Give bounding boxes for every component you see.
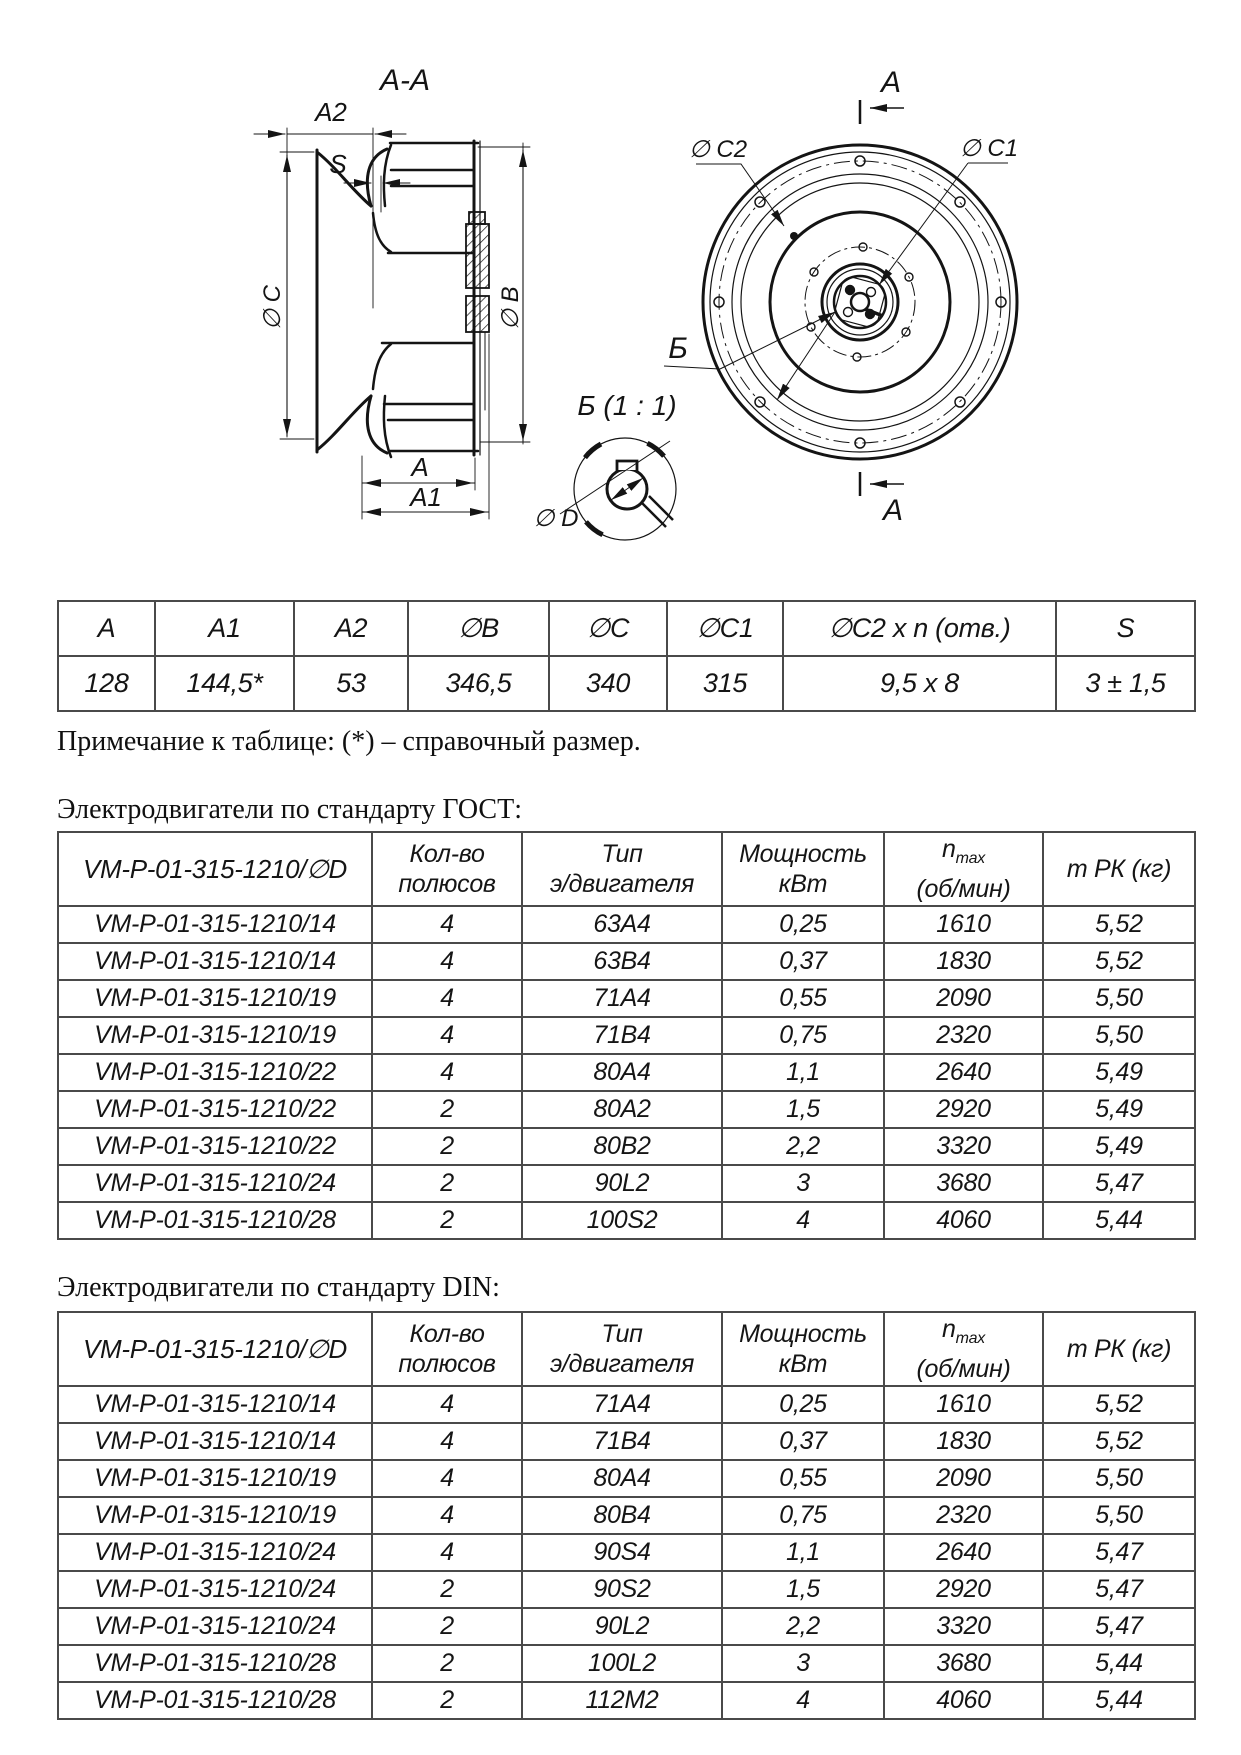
table-cell: 5,44 <box>1043 1202 1195 1239</box>
table-cell: 5,44 <box>1043 1645 1195 1682</box>
table-cell: 90S2 <box>522 1571 722 1608</box>
table-cell: 4 <box>372 1054 522 1091</box>
table-row <box>58 1128 1195 1165</box>
table-row <box>58 1571 1195 1608</box>
table-cell: 5,49 <box>1043 1128 1195 1165</box>
din-header-row <box>58 1312 1195 1386</box>
col-header-mass: m РК (кг) <box>1043 832 1195 906</box>
table-cell: 1610 <box>884 906 1043 943</box>
col-header-power <box>722 832 884 906</box>
nmax-subscript: max <box>955 850 985 867</box>
table-note: Примечание к таблице: (*) – справочный размер. <box>57 726 641 757</box>
table-cell: 1,5 <box>722 1571 884 1608</box>
col-header-poles <box>372 1312 522 1386</box>
dim-header-cell: ∅C1 <box>667 601 783 656</box>
table-cell: 4 <box>372 943 522 980</box>
table-cell: 90S4 <box>522 1534 722 1571</box>
table-cell: 2320 <box>884 1497 1043 1534</box>
table-cell: VM-P-01-315-1210/14 <box>58 1386 372 1423</box>
dimensions-table <box>57 600 1196 712</box>
col-header-power-line2: кВт <box>778 1350 828 1378</box>
gost-motor-table <box>57 831 1196 1240</box>
table-cell: 0,55 <box>722 1460 884 1497</box>
table-cell: 5,52 <box>1043 1386 1195 1423</box>
table-cell: 2 <box>372 1645 522 1682</box>
table-cell: 4 <box>372 1534 522 1571</box>
table-cell: 0,55 <box>722 980 884 1017</box>
table-cell: 1,1 <box>722 1054 884 1091</box>
table-cell: 100L2 <box>522 1645 722 1682</box>
table-cell: 2320 <box>884 1017 1043 1054</box>
table-cell: 80A4 <box>522 1460 722 1497</box>
table-cell: VM-P-01-315-1210/14 <box>58 943 372 980</box>
din-table-body <box>58 1386 1195 1719</box>
table-row <box>58 906 1195 943</box>
table-cell: 2920 <box>884 1091 1043 1128</box>
section-view-a-a <box>254 128 530 519</box>
col-header-power <box>722 1312 884 1386</box>
technical-drawing <box>0 0 1241 570</box>
nmax-symbol: n <box>942 835 956 863</box>
col-header-type <box>522 832 722 906</box>
nmax-symbol: n <box>942 1315 956 1343</box>
dim-label-c1: ∅ C1 <box>959 135 1019 162</box>
table-cell: 4 <box>722 1682 884 1719</box>
col-header-nmax <box>884 832 1043 906</box>
table-cell: 5,50 <box>1043 980 1195 1017</box>
table-cell: 2920 <box>884 1571 1043 1608</box>
table-row <box>58 1091 1195 1128</box>
table-cell: 1830 <box>884 1423 1043 1460</box>
col-header-power-line1: Мощность <box>739 1320 867 1348</box>
col-header-power-line1: Мощность <box>739 840 867 868</box>
table-cell: 5,52 <box>1043 1423 1195 1460</box>
col-header-model: VM-P-01-315-1210/∅D <box>58 1312 372 1386</box>
table-cell: 4 <box>372 1423 522 1460</box>
dim-header-cell: ∅C2 x n (отв.) <box>783 601 1056 656</box>
dim-value-cell: 144,5* <box>155 656 294 711</box>
dim-label-d: ∅ D <box>533 505 579 532</box>
table-cell: 63A4 <box>522 906 722 943</box>
table-cell: VM-P-01-315-1210/28 <box>58 1202 372 1239</box>
col-header-type-line2: э/двигателя <box>549 870 694 898</box>
table-cell: 4 <box>372 1386 522 1423</box>
table-cell: 80A4 <box>522 1054 722 1091</box>
table-cell: 3 <box>722 1165 884 1202</box>
table-cell: 2640 <box>884 1054 1043 1091</box>
table-row <box>58 1165 1195 1202</box>
table-cell: 2 <box>372 1202 522 1239</box>
dim-value-cell: 315 <box>667 656 783 711</box>
table-cell: 5,50 <box>1043 1497 1195 1534</box>
table-cell: VM-P-01-315-1210/19 <box>58 1460 372 1497</box>
table-cell: 2640 <box>884 1534 1043 1571</box>
dim-header-cell: A1 <box>155 601 294 656</box>
table-cell: VM-P-01-315-1210/24 <box>58 1608 372 1645</box>
table-cell: 4 <box>372 1497 522 1534</box>
table-cell: 3320 <box>884 1128 1043 1165</box>
table-cell: 90L2 <box>522 1608 722 1645</box>
table-row <box>58 1054 1195 1091</box>
dim-value-cell: 346,5 <box>408 656 549 711</box>
dim-value-cell: 340 <box>549 656 667 711</box>
table-cell: 2 <box>372 1091 522 1128</box>
col-header-poles <box>372 832 522 906</box>
table-row <box>58 1423 1195 1460</box>
table-cell: 2 <box>372 1571 522 1608</box>
table-cell: 5,44 <box>1043 1682 1195 1719</box>
nmax-unit: (об/мин) <box>916 1355 1011 1383</box>
table-cell: VM-P-01-315-1210/19 <box>58 1017 372 1054</box>
section-arrow-label-bottom: A <box>882 494 904 527</box>
table-row <box>58 1497 1195 1534</box>
table-cell: 1,1 <box>722 1534 884 1571</box>
table-cell: 4060 <box>884 1682 1043 1719</box>
dim-label-a2: A2 <box>315 97 347 127</box>
table-cell: 3 <box>722 1645 884 1682</box>
table-cell: 3320 <box>884 1608 1043 1645</box>
dim-label-s: S <box>329 149 347 179</box>
table-row <box>58 1460 1195 1497</box>
table-cell: 4 <box>372 980 522 1017</box>
dim-label-c: ∅ C <box>259 285 286 330</box>
table-cell: 5,52 <box>1043 906 1195 943</box>
dimensions-header-row <box>58 601 1195 656</box>
dim-header-cell: ∅C <box>549 601 667 656</box>
col-header-poles-line1: Кол-во <box>409 840 485 868</box>
table-cell: 4 <box>372 906 522 943</box>
table-cell: 112M2 <box>522 1682 722 1719</box>
dim-header-cell: A <box>58 601 155 656</box>
table-cell: 4 <box>372 1017 522 1054</box>
col-header-type-line2: э/двигателя <box>549 1350 694 1378</box>
table-cell: 4 <box>722 1202 884 1239</box>
table-cell: 1610 <box>884 1386 1043 1423</box>
col-header-type-line1: Тип <box>601 840 643 868</box>
col-header-poles-line1: Кол-во <box>409 1320 485 1348</box>
table-cell: 2090 <box>884 1460 1043 1497</box>
table-cell: VM-P-01-315-1210/24 <box>58 1534 372 1571</box>
table-cell: 100S2 <box>522 1202 722 1239</box>
table-cell: VM-P-01-315-1210/19 <box>58 1497 372 1534</box>
table-cell: 0,37 <box>722 1423 884 1460</box>
table-cell: 5,49 <box>1043 1054 1195 1091</box>
section-arrow-label-top: A <box>880 66 902 99</box>
dim-label-a1: A1 <box>410 482 442 512</box>
col-header-type-line1: Тип <box>601 1320 643 1348</box>
nmax-unit: (об/мин) <box>916 875 1011 903</box>
table-cell: 2,2 <box>722 1608 884 1645</box>
table-cell: VM-P-01-315-1210/14 <box>58 1423 372 1460</box>
table-cell: VM-P-01-315-1210/19 <box>58 980 372 1017</box>
col-header-power-line2: кВт <box>778 870 828 898</box>
table-row <box>58 943 1195 980</box>
table-row <box>58 1682 1195 1719</box>
table-cell: 80A2 <box>522 1091 722 1128</box>
din-section-title: Электродвигатели по стандарту DIN: <box>57 1272 500 1303</box>
dim-value-cell: 53 <box>294 656 408 711</box>
table-cell: 90L2 <box>522 1165 722 1202</box>
col-header-poles-line2: полюсов <box>398 1350 496 1378</box>
dim-label-c2: ∅ C2 <box>688 136 748 163</box>
table-cell: 5,50 <box>1043 1017 1195 1054</box>
dimensions-value-row <box>58 656 1195 711</box>
table-cell: VM-P-01-315-1210/28 <box>58 1682 372 1719</box>
table-cell: 5,47 <box>1043 1571 1195 1608</box>
table-cell: 0,25 <box>722 906 884 943</box>
gost-table-body <box>58 906 1195 1239</box>
table-row <box>58 1386 1195 1423</box>
dim-label-a: A <box>411 452 429 482</box>
table-cell: 0,75 <box>722 1497 884 1534</box>
col-header-poles-line2: полюсов <box>398 870 496 898</box>
table-row <box>58 1534 1195 1571</box>
table-cell: 5,52 <box>1043 943 1195 980</box>
table-cell: 71B4 <box>522 1017 722 1054</box>
table-cell: 2 <box>372 1128 522 1165</box>
col-header-nmax <box>884 1312 1043 1386</box>
gost-section-title: Электродвигатели по стандарту ГОСТ: <box>57 794 522 825</box>
table-cell: VM-P-01-315-1210/28 <box>58 1645 372 1682</box>
col-header-mass: m РК (кг) <box>1043 1312 1195 1386</box>
table-cell: 1830 <box>884 943 1043 980</box>
table-cell: 5,50 <box>1043 1460 1195 1497</box>
dim-header-cell: ∅B <box>408 601 549 656</box>
detail-marker-label: Б <box>668 332 688 365</box>
dim-value-cell: 3 ± 1,5 <box>1056 656 1195 711</box>
table-cell: 71A4 <box>522 1386 722 1423</box>
outer-bolt-holes <box>714 156 1006 448</box>
dim-value-cell: 9,5 x 8 <box>783 656 1056 711</box>
table-cell: VM-P-01-315-1210/14 <box>58 906 372 943</box>
dim-value-cell: 128 <box>58 656 155 711</box>
table-cell: 2 <box>372 1165 522 1202</box>
table-cell: 0,75 <box>722 1017 884 1054</box>
table-cell: VM-P-01-315-1210/24 <box>58 1165 372 1202</box>
table-cell: 80B4 <box>522 1497 722 1534</box>
table-cell: 3680 <box>884 1645 1043 1682</box>
table-cell: 0,25 <box>722 1386 884 1423</box>
table-cell: 1,5 <box>722 1091 884 1128</box>
table-cell: VM-P-01-315-1210/22 <box>58 1054 372 1091</box>
table-cell: VM-P-01-315-1210/22 <box>58 1091 372 1128</box>
table-row <box>58 1608 1195 1645</box>
table-cell: 2,2 <box>722 1128 884 1165</box>
table-cell: VM-P-01-315-1210/22 <box>58 1128 372 1165</box>
table-cell: 4060 <box>884 1202 1043 1239</box>
table-cell: 5,47 <box>1043 1165 1195 1202</box>
dim-header-cell: S <box>1056 601 1195 656</box>
table-cell: 71A4 <box>522 980 722 1017</box>
section-view-title: A-A <box>379 64 431 97</box>
table-row <box>58 980 1195 1017</box>
table-cell: 0,37 <box>722 943 884 980</box>
table-cell: 2 <box>372 1682 522 1719</box>
gost-header-row <box>58 832 1195 906</box>
table-cell: 5,49 <box>1043 1091 1195 1128</box>
table-cell: 2 <box>372 1608 522 1645</box>
table-cell: 5,47 <box>1043 1608 1195 1645</box>
table-row <box>58 1645 1195 1682</box>
din-motor-table <box>57 1311 1196 1720</box>
dim-label-b: ∅ B <box>497 286 524 330</box>
table-cell: 4 <box>372 1460 522 1497</box>
table-cell: 2090 <box>884 980 1043 1017</box>
table-cell: 3680 <box>884 1165 1043 1202</box>
col-header-model: VM-P-01-315-1210/∅D <box>58 832 372 906</box>
table-cell: 63B4 <box>522 943 722 980</box>
table-cell: 80B2 <box>522 1128 722 1165</box>
dim-header-cell: A2 <box>294 601 408 656</box>
detail-title: Б (1 : 1) <box>577 390 677 421</box>
table-cell: VM-P-01-315-1210/24 <box>58 1571 372 1608</box>
nmax-subscript: max <box>955 1330 985 1347</box>
table-cell: 71B4 <box>522 1423 722 1460</box>
table-row <box>58 1202 1195 1239</box>
col-header-type <box>522 1312 722 1386</box>
table-row <box>58 1017 1195 1054</box>
table-cell: 5,47 <box>1043 1534 1195 1571</box>
